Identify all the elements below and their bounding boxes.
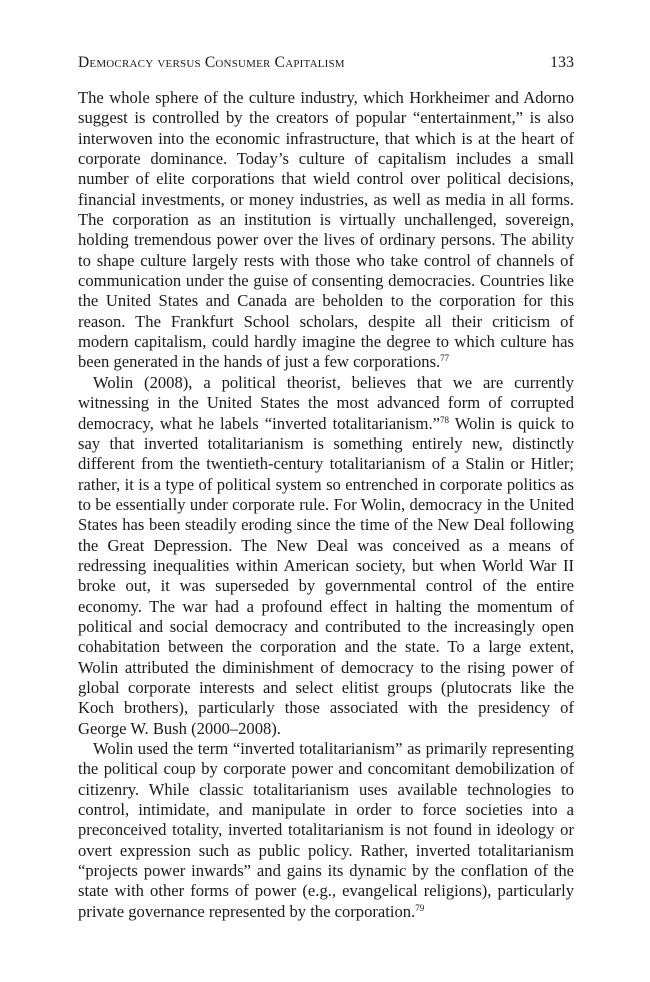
- page-number: 133: [550, 54, 574, 71]
- paragraph-2-text-a: Wolin (2008), a political theorist, believes that we are currently witnessing in the United States the most advanced form of corrupted democracy, what he labels “inverted totalitarianism.”: [78, 372, 574, 433]
- running-head: [78, 54, 574, 72]
- paragraph-2: [78, 373, 574, 739]
- paragraph-3-text: Wolin used the term “inverted totalitarianism” as primarily representing the political coup by corporate power and concomitant demobilization of citizenry. While classic totalitarianism uses available technologies to control, intimidate, and manipulate in order to force societies into a preconceived totality, inverted totalitarianism is not found in ideology or overt expression such as public policy. Rather, inverted totalitarianism “projects power inwards” and gains its dynamic by the conflation of the state with other forms of power (e.g., evangelical religions), particularly private governance represented by the corporation.: [78, 739, 574, 921]
- paragraph-2-text-b: Wolin is quick to say that inverted totalitarianism is something entirely new, distinctly different from the twentieth-century totalitarianism of a Stalin or Hitler; rather, it is a type of political system so entrenched in corporate politics as to be essentially under corporate rule. For Wolin, democracy in the United States has been steadily eroding since the time of the New Deal following the Great Depression. The New Deal was conceived as a means of redressing inequalities within American society, but when World War II broke out, it was superseded by governmental control of the entire economy. The war had a profound effect in halting the momentum of political and social democracy and contributed to the increasingly open cohabitation between the corporation and the state. To a large extent, Wolin attributed the diminishment of democracy to the rising power of global corporate interests and select elitist groups (plutocrats like the Koch brothers), particularly those associated with the presidency of George W. Bush (2000–2008).: [78, 413, 574, 738]
- paragraph-1-text: The whole sphere of the culture industry, which Horkheimer and Adorno suggest is controlled by the creators of popular “entertainment,” is also interwoven into the economic infrastructure, that which is at the heart of corporate dominance. Today’s culture of capitalism includes a small number of elite corporations that wield control over political decisions, financial investments, or money industries, as well as media in all forms. The corporation as an institution is virtually unchallenged, sovereign, holding tremendous power over the lives of ordinary persons. The ability to shape culture largely rests with those who take control of channels of communication under the guise of consenting democracies. Countries like the United States and Canada are beholden to the corporation for this reason. The Frankfurt School scholars, despite all their criticism of modern capitalism, could hardly imagine the degree to which culture has been generated in the hands of just a few corporations.: [78, 88, 574, 372]
- running-head-title: Democracy versus Consumer Capitalism: [78, 54, 345, 71]
- body-text: [78, 88, 574, 922]
- footnote-ref-79: 79: [415, 902, 425, 913]
- paragraph-1: [78, 88, 574, 373]
- footnote-ref-77: 77: [440, 353, 450, 364]
- paragraph-3: [78, 739, 574, 922]
- footnote-ref-78: 78: [439, 414, 449, 425]
